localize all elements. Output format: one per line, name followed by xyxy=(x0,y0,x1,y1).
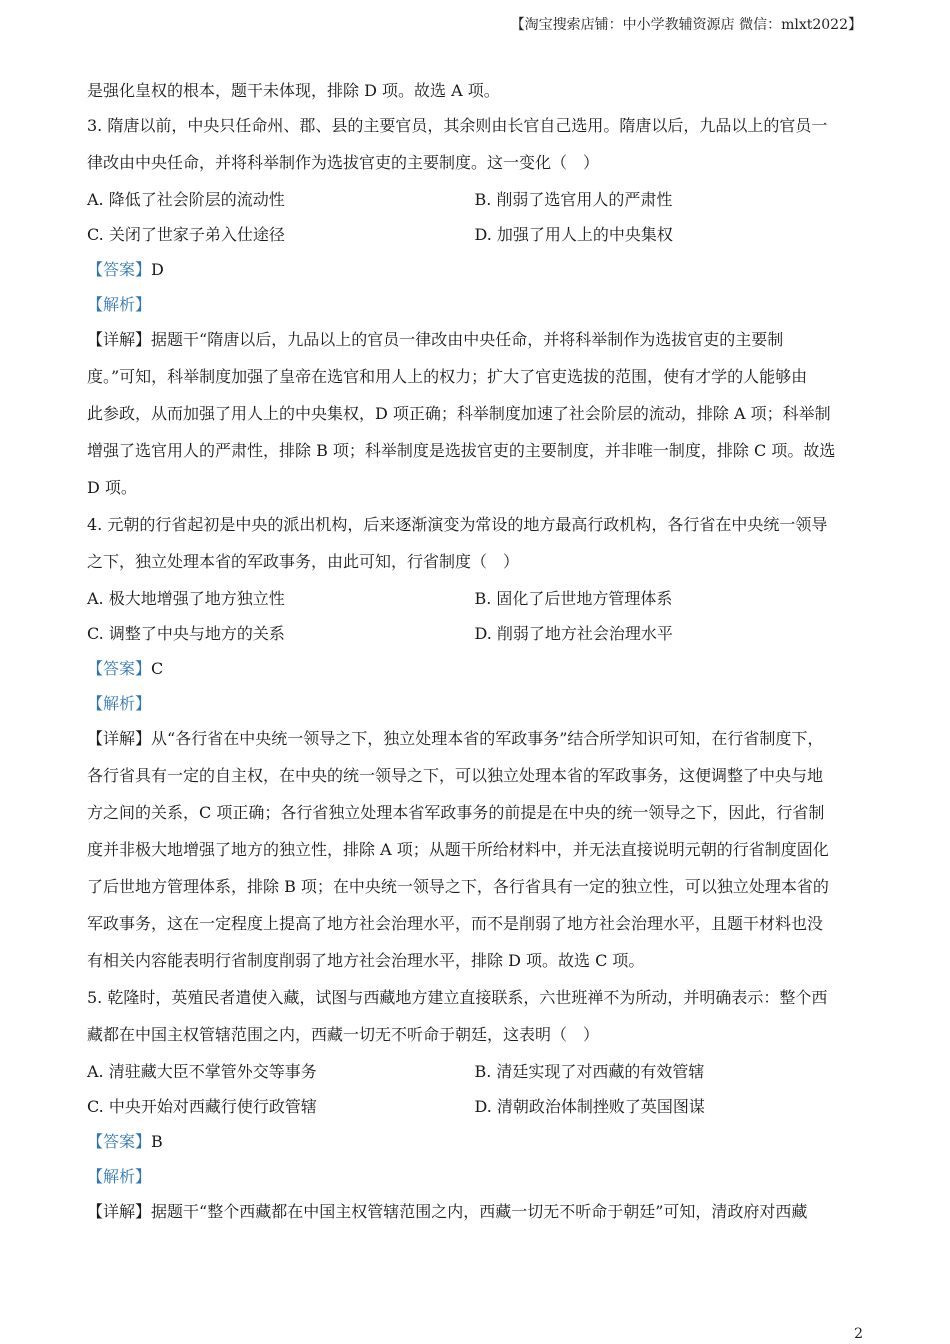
q4-option-a: A. 极大地增强了地方独立性 xyxy=(87,589,285,608)
q4-stem-line-2: 之下，独立处理本省的军政事务，由此可知，行省制度（ ） xyxy=(87,552,520,571)
analysis-label: 【解析】 xyxy=(87,295,152,314)
q3-stem-line-1: 3. 隋唐以前，中央只任命州、郡、县的主要官员，其余则由长官自己选用。隋唐以后，九品以上的官员一 xyxy=(87,116,828,135)
analysis-label: 【解析】 xyxy=(87,1167,152,1186)
document-body xyxy=(87,78,862,1236)
q3-option-c: C. 关闭了世家子弟入仕途径 xyxy=(87,225,285,244)
q4-detail-line-7: 有相关内容能表明行省制度削弱了地方社会治理水平，排除 D 项。故选 C 项。 xyxy=(87,951,645,970)
q5-stem-line-1: 5. 乾隆时，英殖民者遣使入藏，试图与西藏地方建立直接联系，六世班禅不为所动，并明确表示：整个西 xyxy=(87,988,828,1007)
answer-label: 【答案】 xyxy=(87,260,152,279)
answer-label: 【答案】 xyxy=(87,1132,152,1151)
q3-option-a: A. 降低了社会阶层的流动性 xyxy=(87,190,285,209)
q3-detail-line-1: 【详解】据题干“隋唐以后，九品以上的官员一律改由中央任命，并将科举制作为选拔官吏的主要制 xyxy=(87,330,784,349)
analysis-label: 【解析】 xyxy=(87,694,152,713)
q5-option-c: C. 中央开始对西藏行使行政管辖 xyxy=(87,1097,317,1116)
q4-stem-line-1: 4. 元朝的行省起初是中央的派出机构，后来逐渐演变为常设的地方最高行政机构，各行省在中央统一领导 xyxy=(87,515,828,534)
q5-analysis xyxy=(87,1164,862,1199)
q4-answer xyxy=(87,656,862,691)
q4-detail-line-3: 方之间的关系，C 项正确；各行省独立处理本省军政事务的前提是在中央的统一领导之下，因此，行省制 xyxy=(87,803,825,822)
q3-option-d: D. 加强了用人上的中央集权 xyxy=(474,225,673,244)
q5-option-b: B. 清廷实现了对西藏的有效管辖 xyxy=(474,1062,705,1081)
q5-option-a: A. 清驻藏大臣不掌管外交等事务 xyxy=(87,1062,317,1081)
page-number: 2 xyxy=(854,1326,863,1342)
q4-option-b: B. 固化了后世地方管理体系 xyxy=(474,589,673,608)
q3-detail-line-3: 此参政，从而加强了用人上的中央集权，D 项正确；科举制度加速了社会阶层的流动，排除 A 项；科举制 xyxy=(87,404,831,423)
detail-label: 【详解】 xyxy=(87,1202,152,1221)
q4-detail-line-2: 各行省具有一定的自主权，在中央的统一领导之下，可以独立处理本省的军政事务，这便调整了中央与地 xyxy=(87,766,824,785)
q3-answer-value: D xyxy=(151,260,164,279)
detail-label: 【详解】 xyxy=(87,330,152,349)
q4-option-d: D. 削弱了地方社会治理水平 xyxy=(474,624,673,643)
q3-stem-line-2: 律改由中央任命，并将科举制作为选拔官吏的主要制度。这一变化（ ） xyxy=(87,153,600,172)
q3-detail-line-2: 度。”可知，科举制度加强了皇帝在选官和用人上的权力；扩大了官吏选拔的范围，使有才学的人能够由 xyxy=(87,367,808,386)
q3-analysis xyxy=(87,292,862,327)
q4-detail-line-5: 了后世地方管理体系，排除 B 项；在中央统一领导之下，各行省具有一定的独立性，可以独立处理本省的 xyxy=(87,877,829,896)
q4-detail-line-1: 【详解】从“各行省在中央统一领导之下，独立处理本省的军政事务”结合所学知识可知，在行省制度下， xyxy=(87,729,824,748)
q3-detail-line-4: 增强了选官用人的严肃性，排除 B 项；科举制度是选拔官吏的主要制度，并非唯一制度，排除 C 项。故选 xyxy=(87,441,836,460)
q3-option-b: B. 削弱了选官用人的严肃性 xyxy=(474,190,673,209)
q3-answer xyxy=(87,257,862,292)
q4-detail-line-6: 军政事务，这在一定程度上提高了地方社会治理水平，而不是削弱了地方社会治理水平，且题干材料也没 xyxy=(87,914,824,933)
question-3 xyxy=(87,113,862,512)
answer-label: 【答案】 xyxy=(87,659,152,678)
q4-answer-value: C xyxy=(151,659,164,678)
q5-answer xyxy=(87,1129,862,1164)
detail-label: 【详解】 xyxy=(87,729,152,748)
q5-answer-value: B xyxy=(151,1132,163,1151)
q3-detail-line-5: D 项。 xyxy=(87,478,137,497)
question-4 xyxy=(87,512,862,985)
q4-detail-line-4: 度并非极大地增强了地方的独立性，排除 A 项；从题干所给材料中，并无法直接说明元朝的行省制度固化 xyxy=(87,840,829,859)
q5-detail-line-1: 【详解】据题干“整个西藏都在中国主权管辖范围之内，西藏一切无不听命于朝廷”可知，清政府对西藏 xyxy=(87,1202,808,1221)
q5-option-d: D. 清朝政治体制挫败了英国图谋 xyxy=(474,1097,705,1116)
header-banner: 【淘宝搜索店铺：中小学教辅资源店 微信：mlxt2022】 xyxy=(510,17,862,33)
question-5 xyxy=(87,985,862,1236)
intro-line: 是强化皇权的根本，题干未体现，排除 D 项。故选 A 项。 xyxy=(87,81,500,100)
q4-analysis xyxy=(87,691,862,726)
q5-stem-line-2: 藏都在中国主权管辖范围之内，西藏一切无不听命于朝廷，这表明（ ） xyxy=(87,1025,600,1044)
q4-option-c: C. 调整了中央与地方的关系 xyxy=(87,624,285,643)
